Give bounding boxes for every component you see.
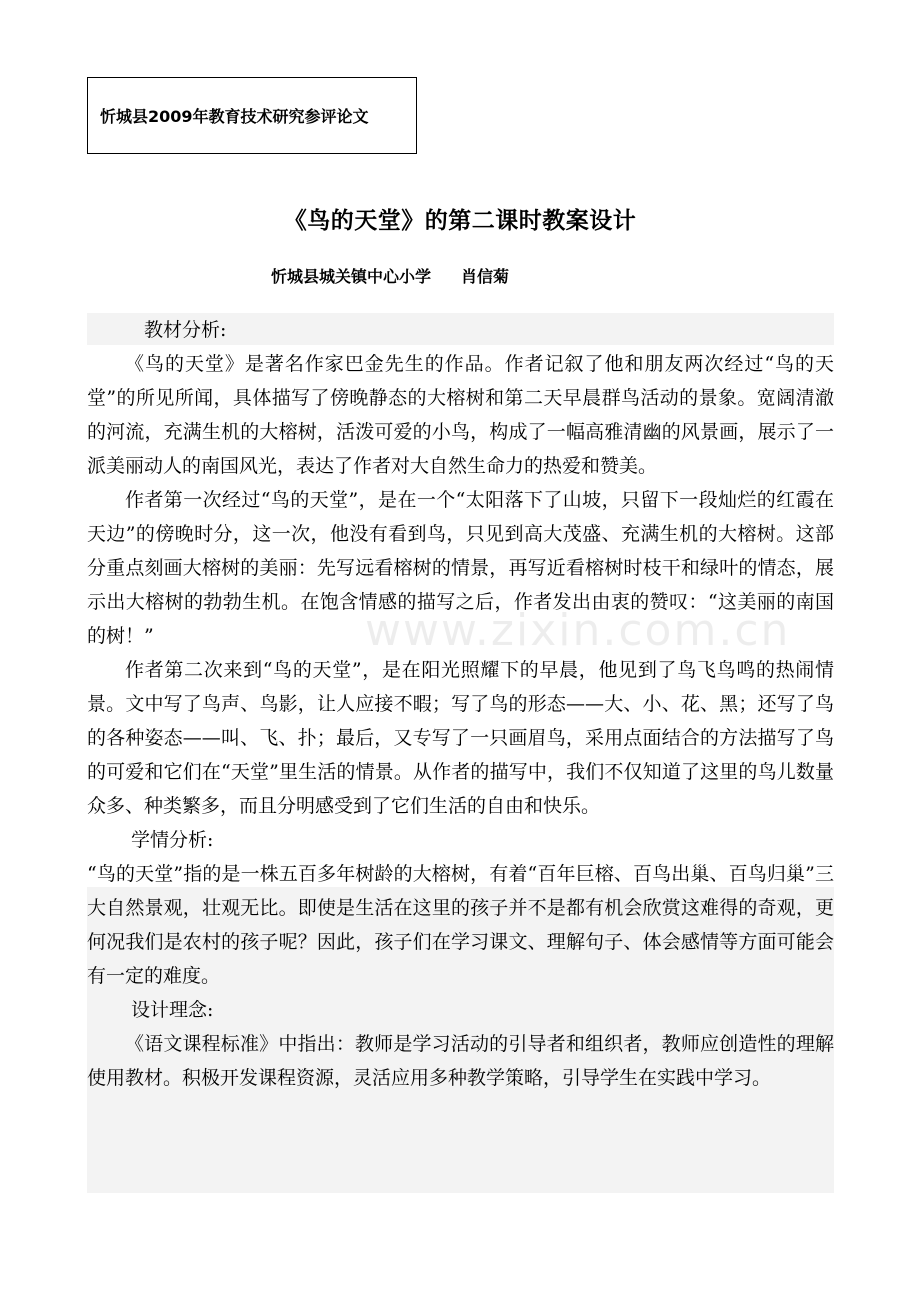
paragraph: “鸟的天堂”指的是一株五百多年树龄的大榕树，有着“百年巨榕、百鸟出巢、百鸟归巢”三大自然景观，壮观无比。即使是生活在这里的孩子并不是都有机会欣赏这难得的奇观，更何况我们是农村的孩子呢？因此，孩子们在学习课文、理解句子、体会感情等方面可能会有一定的难度。 xyxy=(87,863,834,987)
watermark: www.zixin.com.cn xyxy=(365,605,791,656)
byline-school: 忻城县城关镇中心小学 xyxy=(271,267,432,286)
byline xyxy=(271,264,509,287)
section-heading: 设计理念: xyxy=(131,999,214,1021)
document-body xyxy=(87,313,834,1095)
section-heading: 教材分析: xyxy=(144,319,227,341)
paragraph: 《鸟的天堂》是著名作家巴金先生的作品。作者记叙了他和朋友两次经过“鸟的天堂”的所见所闻，具体描写了傍晚静态的大榕树和第二天早晨群鸟活动的景象。宽阔清澈的河流，充满生机的大榕树，活泼可爱的小鸟，构成了一幅高雅清幽的风景画，展示了一派美丽动人的南国风光，表达了作者对大自然生命力的热爱和赞美。 xyxy=(87,353,834,477)
header-box xyxy=(87,77,417,154)
byline-author: 肖信菊 xyxy=(461,267,510,286)
header-text: 忻城县2009年教育技术研究参评论文 xyxy=(100,107,369,126)
section-heading: 学情分析: xyxy=(131,829,214,851)
paragraph: 作者第一次经过“鸟的天堂”，是在一个“太阳落下了山坡，只留下一段灿烂的红霞在天边”的傍晚时分，这一次，他没有看到鸟，只见到高大茂盛、充满生机的大榕树。这部分重点刻画大榕树的美丽：先写远看榕树的情景，再写近看榕树时枝干和绿叶的情态，展示出大榕树的勃勃生机。在饱含情感的描写之后，作者发出由衷的赞叹：“这美丽的南国的树！” xyxy=(87,489,834,647)
paragraph: 作者第二次来到“鸟的天堂”，是在阳光照耀下的早晨，他见到了鸟飞鸟鸣的热闹情景。文中写了鸟声、鸟影，让人应接不暇；写了鸟的形态——大、小、花、黑；还写了鸟的各种姿态——叫、飞、扑；最后，又专写了一只画眉鸟，采用点面结合的方法描写了鸟的可爱和它们在“天堂”里生活的情景。从作者的描写中，我们不仅知道了这里的鸟儿数量众多、种类繁多，而且分明感受到了它们生活的自由和快乐。 xyxy=(87,659,834,817)
paragraph: 《语文课程标准》中指出：教师是学习活动的引导者和组织者，教师应创造性的理解使用教材。积极开发课程资源，灵活应用多种教学策略，引导学生在实践中学习。 xyxy=(87,1033,834,1089)
document-title: 《鸟的天堂》的第二课时教案设计 xyxy=(283,208,637,234)
